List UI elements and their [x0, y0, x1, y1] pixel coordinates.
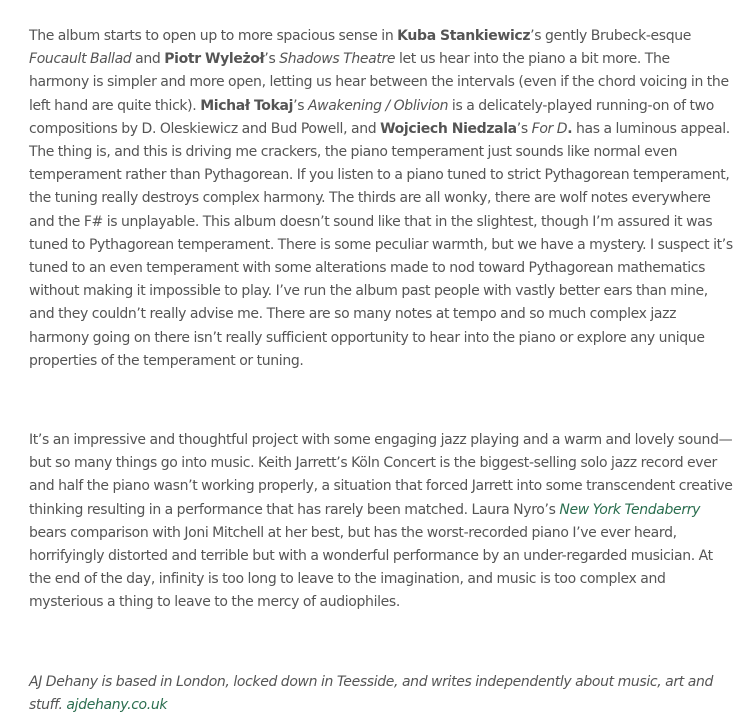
bio-text: AJ Dehany is based in London, locked down in Teesside, and writes independently about music, art and stuff.	[29, 673, 714, 713]
new-york-tendaberry-link[interactable]: New York Tendaberry	[559, 501, 701, 518]
text-segment: and	[131, 51, 165, 68]
artist-name: Michał Tokaj	[200, 97, 294, 114]
track-title: Awakening / Oblivion	[307, 97, 449, 114]
text-segment: It’s an impressive and thoughtful project with some engaging jazz playing and a warm and lovely sound—but so many things go into music. Keith Jarrett’s Köln Concert is the biggest-selling solo jazz record ever and half the piano wasn’t working properly, a situation that forced Jarrett into some transcendent creative thinking resulting in a performance that has rarely been matched. Laura Nyro’s	[29, 432, 733, 518]
text-segment: has a luminous appeal. The thing is, and this is driving me crackers, the piano temperament just sounds like normal even temperament rather than Pythagorean. If you listen to a piano tuned to strict Pythagorean temperament, the tuning really destroys complex harmony. The thirds are all wonky, there are wolf notes everywhere and the F# is unplayable. This album doesn’t sound like that in the slightest, though I’m assured it was tuned to Pythagorean temperament. There is some peculiar warmth, but we have a mystery. I suspect it’s tuned to an even temperament with some alterations made to nod toward Pythagorean mathematics without making it impossible to play. I’ve run the album past people with vastly better ears than mine, and they couldn’t really advise me. There are so many notes at tempo and so much complex jazz harmony going on there isn’t really sufficient opportunity to hear into the piano or explore any unique properties of the temperament or tuning.	[29, 120, 733, 369]
author-bio	[29, 671, 733, 717]
text-segment: ’s	[516, 120, 532, 137]
track-title: For D	[531, 120, 568, 137]
text-segment: The album starts to open up to more spacious sense in	[29, 28, 398, 44]
article-body	[29, 25, 733, 717]
text-segment: ’s	[264, 51, 280, 68]
paragraph-conclusion	[29, 429, 733, 615]
author-website-link[interactable]: ajdehany.co.uk	[66, 696, 168, 713]
artist-name: Wojciech Niedzala	[380, 120, 517, 137]
text-segment: bears comparison with Joni Mitchell at her best, but has the worst-recorded piano I’ve ever heard, horrifyingly distorted and terrible but with a wonderful performance by an under-regarded musician. At the end of the day, infinity is too long to leave to the imagination, and music is too complex and mysterious a thing to leave to the mercy of audiophiles.	[29, 524, 713, 611]
track-title: Foucault Ballad	[29, 51, 132, 68]
text-segment: let us hear into the piano a bit more. The harmony is simpler and more open, letting us hear between the intervals (even if the chord voicing in the left hand are quite thick).	[29, 51, 729, 114]
artist-name: Piotr Wyleżoł	[164, 51, 265, 68]
text-segment: is a delicately-played running-on of two compositions by D. Oleskiewicz and Bud Powell, and	[29, 97, 714, 137]
bold-period: .	[567, 120, 573, 137]
track-title: Shadows Theatre	[279, 51, 396, 68]
paragraph-album-review	[29, 25, 733, 373]
text-segment: ’s	[293, 97, 308, 114]
artist-name: Kuba Stankiewicz	[397, 28, 531, 44]
text-segment: ’s gently Brubeck-esque	[530, 28, 692, 44]
